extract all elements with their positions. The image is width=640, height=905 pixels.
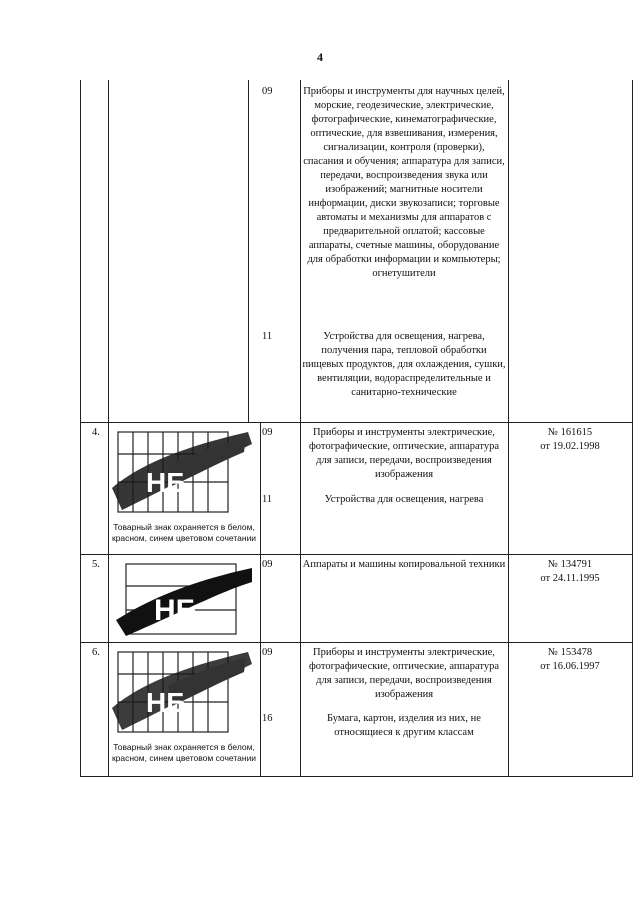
row-divider-4 [80,422,633,423]
class-code: 11 [262,331,273,342]
goods-description: Приборы и инструменты для научных целей, морские, геодезические, электрические, фотографические, кинематографические, оптические, для взвешивания, измерения, сигнализации, контроля (проверки), спасания и обучения; аппаратура для записи, передачи, воспроизведения звука или изображений; магнитные носители информации, диски звукозаписи; торговые автоматы и механизмы для аппаратов с предварительной оплатой; кассовые аппараты, счетные машины, оборудование для обработки информации и компьютеры; огнетушители [303,86,505,279]
row-divider-6 [80,642,633,643]
trademark-logo [108,646,258,738]
trademark-logo [108,426,258,518]
table-border-right [632,80,633,777]
table-divider-class [300,80,301,777]
svg-text:НБ: НБ [154,594,198,627]
row-number: 4. [92,427,100,438]
trademark-image [108,560,258,638]
registration-date: от 16.06.1997 [540,661,600,672]
goods-description: Приборы и инструменты электрические, фотографические, оптические, аппаратура для записи, передачи, воспроизведения изображения [309,647,499,700]
trademark-image [108,426,258,518]
class-code: 09 [262,427,273,438]
class-code: 09 [262,647,273,658]
class-code: 11 [262,494,273,505]
goods-description: Бумага, картон, изделия из них, не относящиеся к другим классам [327,713,481,738]
registration-date: от 19.02.1998 [540,441,600,452]
trademark-table [80,80,633,777]
class-code: 16 [262,713,273,724]
registration-number: № 134791 [547,559,593,570]
goods-description: Аппараты и машины копировальной техники [302,559,506,570]
table-divider-goods [508,80,509,777]
table-border-bottom [80,776,633,777]
trademark-note: Товарный знак охраняется в белом, красном, синем цветовом сочетании [111,742,257,763]
table-divider-image [260,422,261,777]
trademark-note: Товарный знак охраняется в белом, красном, синем цветовом сочетании [111,522,257,543]
svg-text:НБ: НБ [146,467,187,498]
table-divider-image-top [248,80,249,422]
trademark-image [108,646,258,738]
class-code: 09 [262,86,273,97]
row-number: 5. [92,559,100,570]
svg-text:НБ: НБ [146,687,187,718]
registration-number: № 153478 [547,647,593,658]
goods-description: Устройства для освещения, нагрева, получения пара, тепловой обработки пищевых продуктов, для охлаждения, сушки, вентиляции, водораспределительные и санитарно-технические [302,331,506,398]
row-number: 6. [92,647,100,658]
table-border-left [80,80,81,777]
goods-description: Устройства для освещения, нагрева [324,494,484,505]
registration-number: № 161615 [547,427,593,438]
class-code: 09 [262,559,273,570]
goods-description: Приборы и инструменты электрические, фотографические, оптические, аппаратура для записи, передачи, воспроизведения изображения [309,427,499,480]
page-number: 4 [317,50,323,64]
trademark-logo [108,560,258,638]
registration-date: от 24.11.1995 [540,573,600,584]
row-divider-5 [80,554,633,555]
